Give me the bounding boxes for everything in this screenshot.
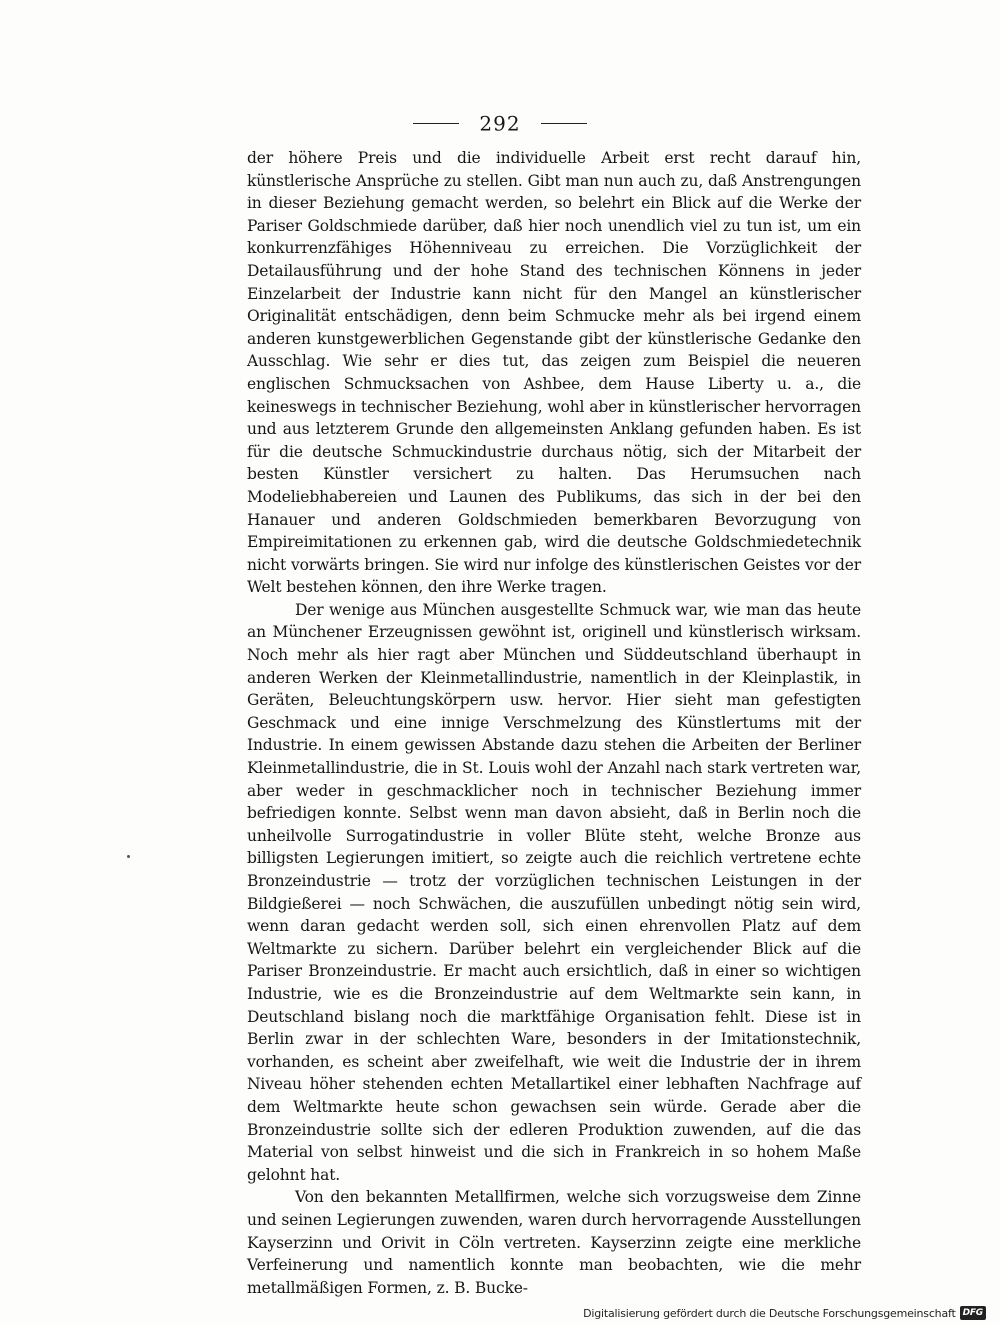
footer xyxy=(583,1304,986,1322)
page-number: 292 xyxy=(479,111,521,136)
header-rule-left xyxy=(413,123,459,124)
funding-note: Digitalisierung gefördert durch die Deutsche Forschungsgemeinschaft xyxy=(583,1306,956,1320)
dfg-logo-icon: DFG xyxy=(960,1306,986,1320)
paragraph-3: Von den bekannten Metallfirmen, welche sich vorzugsweise dem Zinne und seinen Legierungen zuwenden, waren durch hervorragende Ausstellungen Kayserzinn und Orivit in Cöln vertreten. Kayserzinn zeigte eine merkliche Verfeinerung und namentlich konnte man beobachten, wie die mehr metallmäßigen Formen, z. B. Bucke- xyxy=(247,1188,861,1297)
paragraph-1: der höhere Preis und die individuelle Arbeit erst recht darauf hin, künstlerische Ansprüche zu stellen. Gibt man nun auch zu, daß Anstrengungen in dieser Beziehung gemacht werden, so belehrt ein Blick auf die Werke der Pariser Goldschmiede darüber, daß hier noch unendlich viel zu tun ist, um ein konkurrenzfähiges Höhenniveau zu erreichen. Die Vorzüglichkeit der Detailausführung und der hohe Stand des technischen Könnens in jeder Einzelarbeit der Industrie kann nicht für den Mangel an künstlerischer Originalität entschädigen, denn beim Schmucke mehr als bei irgend einem anderen kunstgewerblichen Gegenstande gibt der künstlerische Gedanke den Ausschlag. Wie sehr er dies tut, das zeigen zum Beispiel die neueren englischen Schmucksachen von Ashbee, dem Hause Liberty u. a., die keineswegs in technischer Beziehung, wohl aber in künstlerischer hervorragen und aus letzterem Grunde den allgemeinsten Anklang gefunden haben. Es ist für die deutsche Schmuckindustrie durchaus nötig, sich der Mitarbeit der besten Künstler versichert zu halten. Das Herumsuchen nach Modeliebhabereien und Launen des Publikums, das sich in der bei den Hanauer und anderen Goldschmieden bemerkbaren Bevorzugung von Empireimitationen zu erkennen gab, wird die deutsche Goldschmiedetechnik nicht vorwärts bringen. Sie wird nur infolge des künstlerischen Geistes vor der Welt bestehen können, den ihre Werke tragen. xyxy=(247,149,861,597)
page-header xyxy=(0,108,1000,136)
paragraph-2: Der wenige aus München ausgestellte Schmuck war, wie man das heute an Münchener Erzeugnissen gewöhnt ist, originell und künstlerisch wirksam. Noch mehr als hier ragt aber München und Süddeutschland überhaupt in anderen Werken der Kleinmetallindustrie, namentlich in der Kleinplastik, in Geräten, Beleuchtungskörpern usw. hervor. Hier sieht man gefestigten Geschmack und eine innige Verschmelzung des Künstlertums mit der Industrie. In einem gewissen Abstande dazu stehen die Arbeiten der Berliner Kleinmetallindustrie, die in St. Louis wohl der Anzahl nach stark vertreten war, aber weder in geschmacklicher noch in technischer Beziehung immer befriedigen konnte. Selbst wenn man davon absieht, daß in Berlin noch die unheilvolle Surrogatindustrie in voller Blüte steht, welche Bronze aus billigsten Legierungen imitiert, so zeigte auch die reichlich vertretene echte Bronzeindustrie — trotz der vorzüglichen technischen Leistungen in der Bildgießerei — noch Schwächen, die auszufüllen unbedingt nötig sein wird, wenn daran gedacht werden soll, sich einen ehrenvollen Platz auf dem Weltmarkte zu sichern. Darüber belehrt ein vergleichender Blick auf die Pariser Bronzeindustrie. Er macht auch ersichtlich, daß in einer so wichtigen Industrie, wie es die Bronzeindustrie auf dem Weltmarkte sein kann, in Deutschland bislang noch die marktfähige Organisation fehlt. Diese ist in Berlin zwar in der schlechten Ware, besonders in der Imitationstechnik, vorhanden, es scheint aber zweifelhaft, wie weit die Industrie der in ihrem Niveau höher stehenden echten Metallartikel einer lebhaften Nachfrage auf dem Weltmarkte heute schon gewachsen sein würde. Gerade aber die Bronzeindustrie sollte sich der edleren Produktion zuwenden, auf die das Material von selbst hinweist und die sich in Frankreich in so hohem Maße gelohnt hat. xyxy=(247,600,861,1184)
header-rule-right xyxy=(541,123,587,124)
body-text xyxy=(247,147,861,1299)
scan-speck xyxy=(127,855,130,858)
